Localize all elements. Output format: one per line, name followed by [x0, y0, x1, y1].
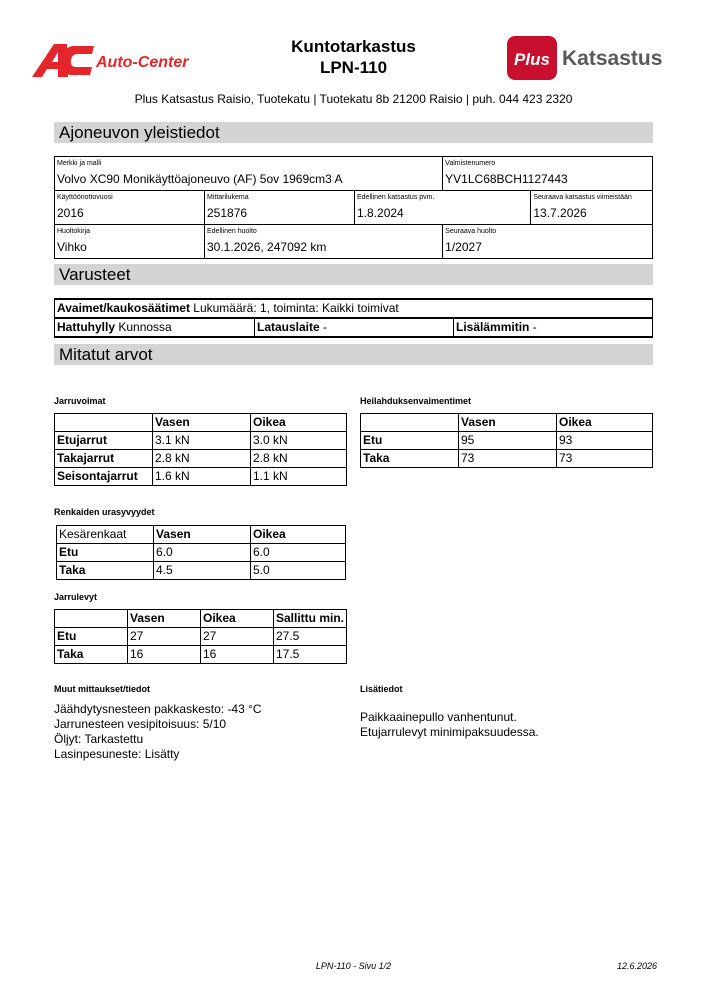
- right-value: 27: [201, 628, 274, 646]
- katsastus-logo-text: Katsastus: [562, 47, 663, 70]
- auto-center-logo: [32, 40, 212, 80]
- table-header-row: [55, 414, 347, 432]
- plus-logo-badge-text: Plus: [514, 50, 550, 69]
- hat-shelf-label: Hattuhylly: [57, 320, 116, 334]
- station-address: Plus Katsastus Raisio, Tuotekatu | Tuotekatu 8b 21200 Raisio | puh. 044 423 2320: [134, 92, 573, 106]
- next-inspection-cell: [531, 191, 653, 225]
- odometer-cell: [205, 191, 355, 225]
- row-label: Etu: [55, 628, 128, 646]
- year-cell: [55, 191, 205, 225]
- last-inspection-label: Edellinen katsastus pvm.: [357, 194, 435, 201]
- col-right-header: Oikea: [251, 414, 347, 432]
- page-number: LPN-110 - Sivu 1/2: [315, 961, 392, 971]
- table-row: [361, 450, 653, 468]
- table-row: [55, 628, 347, 646]
- vin-cell: [443, 157, 653, 191]
- year-label: Käyttöönottovuosi: [57, 194, 113, 201]
- brake-discs-heading: Jarrulevyt: [54, 592, 98, 602]
- odometer-value: 251876: [207, 206, 248, 220]
- corner-cell: [55, 414, 153, 432]
- tire-season-cell: Kesärenkaat: [57, 526, 154, 544]
- min-value: 17.5: [274, 646, 347, 664]
- next-service-value: 1/2027: [445, 240, 482, 254]
- heater-cell: [454, 318, 653, 337]
- last-inspection-value: 1.8.2024: [357, 206, 404, 220]
- make-label: Merkki ja malli: [57, 160, 102, 167]
- shock-absorbers-heading: Heilahduksenvaimentimet: [360, 396, 472, 406]
- last-inspection-cell: [355, 191, 531, 225]
- heater-value: -: [529, 320, 537, 334]
- right-value: 6.0: [251, 544, 346, 562]
- odometer-label: Mittarilukema: [207, 194, 249, 201]
- vin-label: Valmistenumero: [445, 160, 496, 167]
- next-inspection-value: 13.7.2026: [533, 206, 587, 220]
- last-service-cell: [205, 225, 443, 259]
- keys-value: Lukumäärä: 1, toiminta: Kaikki toimivat: [189, 301, 399, 315]
- note-line: Etujarrulevyt minimipaksuudessa.: [360, 725, 539, 739]
- col-right-header: Oikea: [201, 610, 274, 628]
- left-value: 73: [459, 450, 557, 468]
- washer-fluid-line: Lasinpesuneste: Lisätty: [54, 747, 180, 761]
- table-row: [55, 450, 347, 468]
- keys-label: Avaimet/kaukosäätimet: [57, 301, 190, 315]
- table-row: [57, 544, 346, 562]
- equipment-table: [54, 298, 653, 338]
- title-line-2: LPN-110: [319, 58, 388, 77]
- table-row: [57, 562, 346, 580]
- additional-info-text: [360, 710, 539, 740]
- section-measured-values: Mitatut arvot: [54, 344, 653, 365]
- charger-cell: [255, 318, 454, 337]
- right-value: 1.1 kN: [251, 468, 347, 486]
- row-label: Taka: [361, 450, 459, 468]
- auto-center-logo-text: Auto-Center: [96, 54, 189, 71]
- left-value: 1.6 kN: [153, 468, 251, 486]
- row-label: Etu: [57, 544, 154, 562]
- other-measurements-text: [54, 702, 262, 762]
- plus-katsastus-logo: [506, 35, 674, 81]
- other-measurements-heading: Muut mittaukset/tiedot: [54, 684, 150, 694]
- table-row: [55, 432, 347, 450]
- shock-absorbers-table: [360, 413, 653, 468]
- left-value: 27: [128, 628, 201, 646]
- note-line: Paikkaainepullo vanhentunut.: [360, 710, 517, 724]
- brake-fluid-line: Jarrunesteen vesipitoisuus: 5/10: [54, 717, 227, 731]
- tire-depths-table: [56, 525, 346, 580]
- table-header-row: [57, 526, 346, 544]
- report-date: 12.6.2026: [616, 961, 657, 971]
- right-value: 93: [557, 432, 653, 450]
- row-label: Takajarrut: [55, 450, 153, 468]
- min-value: 27.5: [274, 628, 347, 646]
- row-label: Etu: [361, 432, 459, 450]
- hat-shelf-cell: [55, 318, 255, 337]
- title-line-1: Kuntotarkastus: [291, 37, 416, 56]
- col-left-header: Vasen: [153, 414, 251, 432]
- next-service-label: Seuraava huolto: [445, 228, 497, 235]
- charger-value: -: [319, 320, 328, 334]
- next-service-cell: [443, 225, 653, 259]
- section-general-info: Ajoneuvon yleistiedot: [54, 122, 653, 143]
- keys-cell: [55, 299, 653, 318]
- table-header-row: [55, 610, 347, 628]
- table-row: [55, 318, 653, 337]
- row-label: Etujarrut: [55, 432, 153, 450]
- tire-depths-heading: Renkaiden urasyvyydet: [54, 507, 155, 517]
- vehicle-info-table: [54, 156, 653, 259]
- service-book-cell: [55, 225, 205, 259]
- brake-discs-table: [54, 609, 347, 664]
- left-value: 16: [128, 646, 201, 664]
- brake-forces-heading: Jarruvoimat: [54, 396, 106, 406]
- right-value: 5.0: [251, 562, 346, 580]
- table-row: [55, 225, 653, 259]
- row-label: Taka: [55, 646, 128, 664]
- charger-label: Latauslaite: [257, 320, 320, 334]
- col-min-header: Sallittu min.: [274, 610, 347, 628]
- service-book-value: Vihko: [57, 240, 87, 254]
- col-left-header: Vasen: [128, 610, 201, 628]
- last-service-value: 30.1.2026, 247092 km: [207, 240, 327, 254]
- corner-cell: [55, 610, 128, 628]
- oils-line: Öljyt: Tarkastettu: [54, 732, 144, 746]
- vin-value: YV1LC68BCH1127443: [445, 172, 568, 186]
- right-value: 16: [201, 646, 274, 664]
- left-value: 4.5: [154, 562, 251, 580]
- row-label: Taka: [57, 562, 154, 580]
- additional-info-heading: Lisätiedot: [360, 684, 403, 694]
- table-row: [361, 432, 653, 450]
- make-value: Volvo XC90 Monikäyttöajoneuvo (AF) 5ov 1969cm3 A: [57, 172, 343, 186]
- left-value: 6.0: [154, 544, 251, 562]
- last-service-label: Edellinen huolto: [207, 228, 257, 235]
- heater-label: Lisälämmitin: [456, 320, 530, 334]
- table-row: [55, 191, 653, 225]
- section-equipment: Varusteet: [54, 264, 653, 285]
- corner-cell: [361, 414, 459, 432]
- brake-forces-table: [54, 413, 347, 486]
- left-value: 3.1 kN: [153, 432, 251, 450]
- row-label: Seisontajarrut: [55, 468, 153, 486]
- right-value: 3.0 kN: [251, 432, 347, 450]
- table-row: [55, 646, 347, 664]
- document-title: [250, 36, 457, 78]
- table-row: [55, 299, 653, 318]
- table-row: [55, 157, 653, 191]
- col-left-header: Vasen: [459, 414, 557, 432]
- col-right-header: Oikea: [251, 526, 346, 544]
- year-value: 2016: [57, 206, 84, 220]
- service-book-label: Huoltokirja: [57, 228, 91, 235]
- col-right-header: Oikea: [557, 414, 653, 432]
- next-inspection-label: Seuraava katsastus viimeistään: [533, 194, 632, 201]
- right-value: 73: [557, 450, 653, 468]
- left-value: 95: [459, 432, 557, 450]
- hat-shelf-value: Kunnossa: [115, 320, 172, 334]
- make-cell: [55, 157, 443, 191]
- table-row: [55, 468, 347, 486]
- right-value: 2.8 kN: [251, 450, 347, 468]
- table-header-row: [361, 414, 653, 432]
- coolant-line: Jäähdytysnesteen pakkaskesto: -43 °C: [54, 702, 262, 716]
- col-left-header: Vasen: [154, 526, 251, 544]
- left-value: 2.8 kN: [153, 450, 251, 468]
